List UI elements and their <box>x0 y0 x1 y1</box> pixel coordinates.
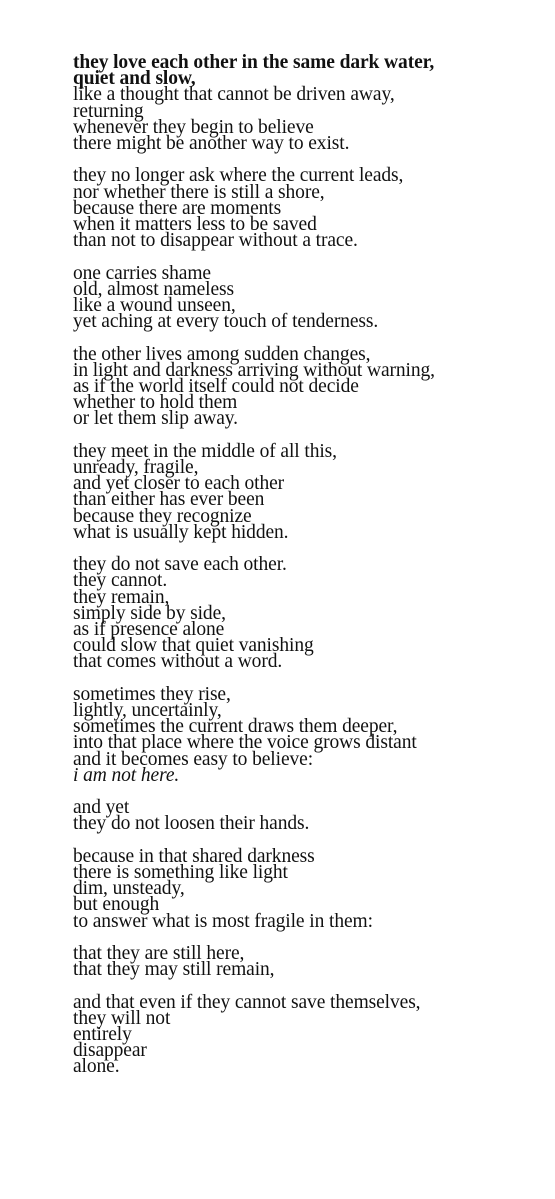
poem-line: as if the world itself could not decide <box>73 376 359 398</box>
poem-line: what is usually kept hidden. <box>73 521 289 543</box>
poem-line: like a thought that cannot be driven away, <box>73 84 395 106</box>
poem-line: than either has ever been <box>73 489 265 511</box>
poem-line: and yet <box>73 797 130 819</box>
poem-line: and yet closer to each other <box>73 473 285 495</box>
poem-line: there might be another way to exist. <box>73 133 350 155</box>
poem-line: old, almost nameless <box>73 278 235 300</box>
poem-line: because there are moments <box>73 197 282 219</box>
poem-line: but enough <box>73 894 160 916</box>
poem-line: like a wound unseen, <box>73 295 236 317</box>
poem-line: in light and darkness arriving without warning, <box>73 359 435 381</box>
poem-line: entirely <box>73 1024 132 1046</box>
poem-stanza <box>73 683 543 786</box>
poem-stanza <box>73 262 543 333</box>
poem-body <box>73 52 543 1078</box>
poem-line: as if presence alone <box>73 619 225 641</box>
poem-line: they do not save each other. <box>73 554 287 576</box>
poem-line: because they recognize <box>73 505 252 527</box>
poem-stanza <box>73 554 543 673</box>
poem-line: there is something like light <box>73 862 288 884</box>
poem-line: when it matters less to be saved <box>73 214 317 236</box>
poem-stanza <box>73 991 543 1078</box>
poem-line: they cannot. <box>73 570 168 592</box>
poem-line: into that place where the voice grows distant <box>73 732 417 754</box>
poem-line: they will not <box>73 1007 171 1029</box>
poem-line-italic: i am not here. <box>73 764 180 786</box>
poem-line: yet aching at every touch of tenderness. <box>73 311 379 333</box>
poem-line: they remain, <box>73 586 170 608</box>
poem-line: returning <box>73 100 144 122</box>
poem-line: simply side by side, <box>73 602 226 624</box>
poem-title-line: quiet and slow, <box>73 68 196 90</box>
poem-line: unready, fragile, <box>73 457 199 479</box>
poem-line: they do not loosen their hands. <box>73 813 310 835</box>
poem-line: the other lives among sudden changes, <box>73 343 371 365</box>
poem-line: than not to disappear without a trace. <box>73 230 358 252</box>
poem-line: and that even if they cannot save themselves, <box>73 991 421 1013</box>
poem-line: could slow that quiet vanishing <box>73 635 314 657</box>
poem-line: sometimes the current draws them deeper, <box>73 716 398 738</box>
poem-line: whenever they begin to believe <box>73 116 314 138</box>
poem-line: lightly, uncertainly, <box>73 700 222 722</box>
poem-stanza <box>73 797 543 835</box>
poem-line: and it becomes easy to believe: <box>73 748 314 770</box>
poem-stanza <box>73 343 543 430</box>
poem-line: one carries shame <box>73 262 211 284</box>
poem-line: that they may still remain, <box>73 959 275 981</box>
poem-line: they meet in the middle of all this, <box>73 440 337 462</box>
poem-line: they no longer ask where the current leads, <box>73 165 404 187</box>
poem-line: that they are still here, <box>73 943 245 965</box>
poem-title-line: they love each other in the same dark water, <box>73 52 435 73</box>
poem-line: to answer what is most fragile in them: <box>73 910 373 932</box>
poem-stanza <box>73 845 543 932</box>
poem-line: sometimes they rise, <box>73 683 231 705</box>
poem-line: dim, unsteady, <box>73 878 185 900</box>
poem-line: alone. <box>73 1056 120 1078</box>
poem-stanza <box>73 943 543 981</box>
poem-stanza <box>73 440 543 543</box>
poem-line: whether to hold them <box>73 392 238 414</box>
poem-line: disappear <box>73 1040 147 1062</box>
poem-line: or let them slip away. <box>73 408 238 430</box>
poem-line: that comes without a word. <box>73 651 283 673</box>
poem-line: because in that shared darkness <box>73 845 315 867</box>
poem-line: nor whether there is still a shore, <box>73 181 325 203</box>
poem-stanza <box>73 165 543 252</box>
poem-title-stanza <box>73 52 543 155</box>
